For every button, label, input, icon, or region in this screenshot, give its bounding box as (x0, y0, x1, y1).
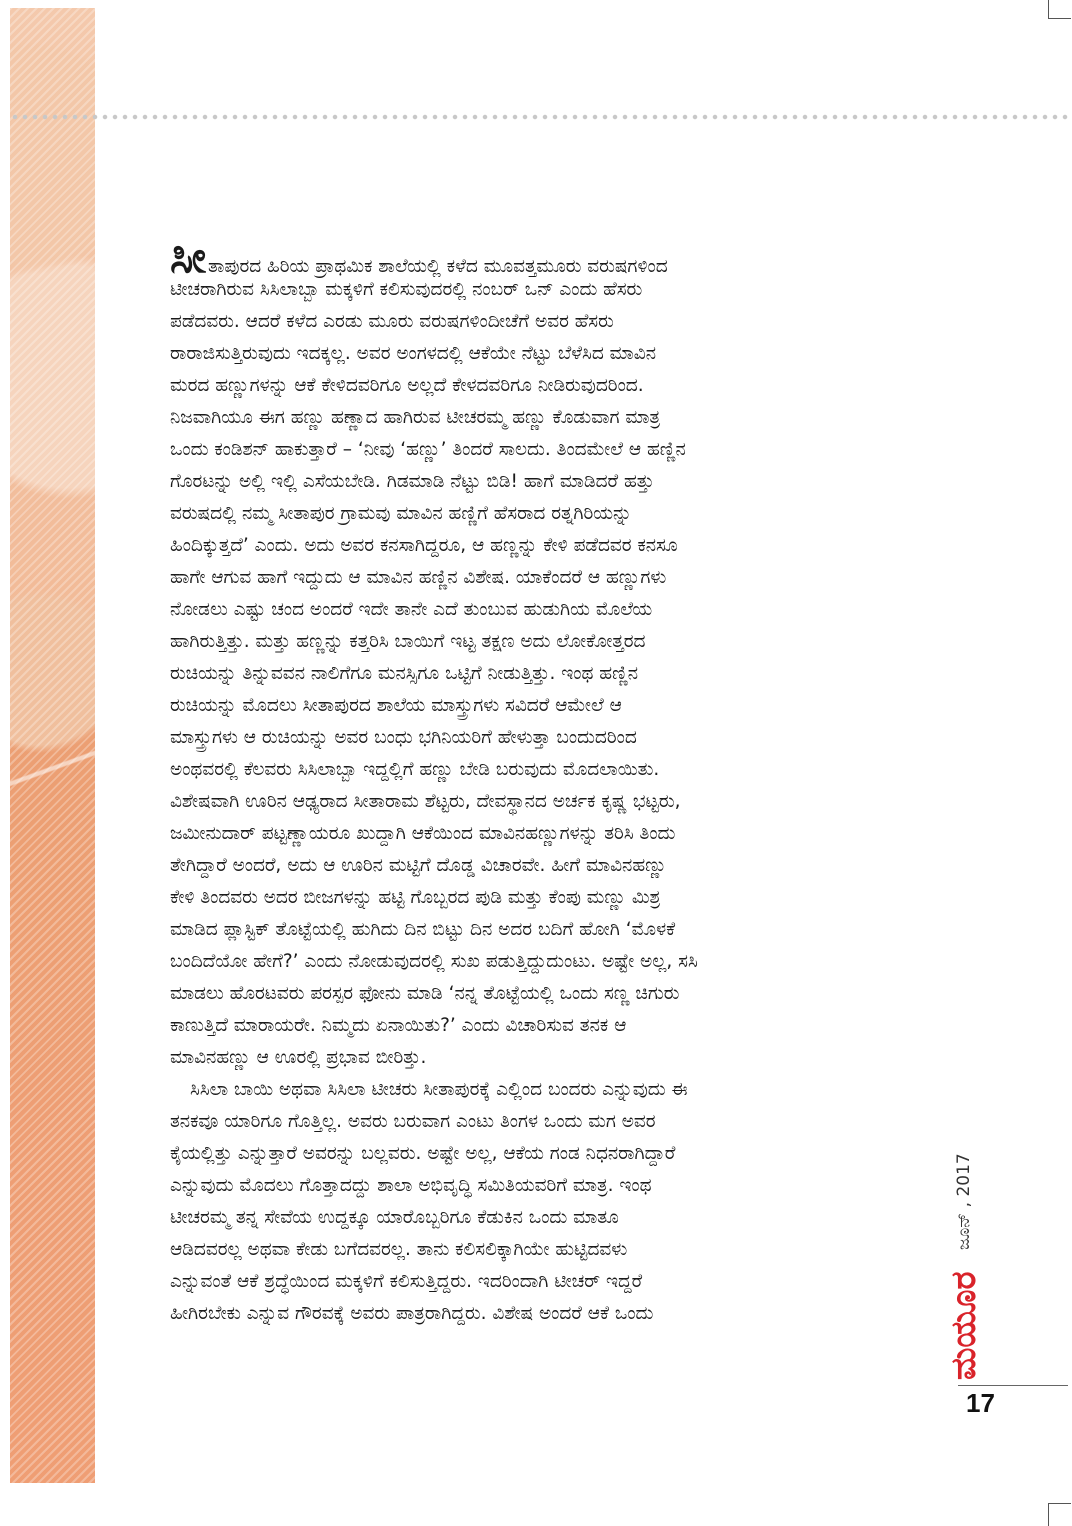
text-line: ಮಾಸ್ತ್ರುಗಳು ಆ ರುಚಿಯನ್ನು ಅವರ ಬಂಧು ಭಗಿನಿಯರಿಗೆ ಹೇಳುತ್ತಾ ಬಂದುದರಿಂದ (170, 727, 637, 748)
decorative-side-strip (10, 8, 95, 1483)
text-line: ನಿಜವಾಗಿಯೂ ಈಗ ಹಣ್ಣು ಹಣ್ಣಾದ ಹಾಗಿರುವ ಟೀಚರಮ್ಮ ಹಣ್ಣು ಕೊಡುವಾಗ ಮಾತ್ರ (170, 407, 661, 428)
text-line: ಎನ್ನುವುದು ಮೊದಲು ಗೊತ್ತಾದದ್ದು ಶಾಲಾ ಅಭಿವೃದ್ಧಿ ಸಮಿತಿಯವರಿಗೆ ಮಾತ್ರ. ಇಂಥ (170, 1175, 652, 1196)
text-line: ರಾರಾಜಿಸುತ್ತಿರುವುದು ಇದಕ್ಕಲ್ಲ. ಅವರ ಅಂಗಳದಲ್ಲಿ ಆಕೆಯೇ ನೆಟ್ಟು ಬೆಳೆಸಿದ ಮಾವಿನ (170, 343, 657, 364)
text-line: ಜಮೀನುದಾರ್ ಪಟ್ಟಣ್ಣಾಯರೂ ಖುದ್ದಾಗಿ ಆಕೆಯಿಂದ ಮಾವಿನಹಣ್ಣುಗಳನ್ನು ತರಿಸಿ ತಿಂದು (170, 823, 676, 844)
text-line: ಅಂಥವರಲ್ಲಿ ಕೆಲವರು ಸಿಸಿಲಾಬ್ಬಾ ಇದ್ದಲ್ಲಿಗೆ ಹಣ್ಣು ಬೇಡಿ ಬರುವುದು ಮೊದಲಾಯಿತು. (170, 759, 660, 780)
text-line: ಟೀಚರಮ್ಮ ತನ್ನ ಸೇವೆಯ ಉದ್ದಕ್ಕೂ ಯಾರೊಬ್ಬರಿಗೂ ಕೆಡುಕಿನ ಒಂದು ಮಾತೂ (170, 1207, 619, 1228)
page-number: 17 (966, 1388, 995, 1418)
text-line: ಮಾಡಿದ ಪ್ಲಾಸ್ಟಿಕ್ ತೊಟ್ಟೆಯಲ್ಲಿ ಹುಗಿದು ದಿನ ಬಿಟ್ಟು ದಿನ ಅದರ ಬದಿಗೆ ಹೋಗಿ ‘ಮೊಳಕೆ (170, 919, 676, 940)
text-line: ಕಾಣುತ್ತಿದೆ ಮಾರಾಯರೇ. ನಿಮ್ಮದು ಏನಾಯಿತು?’ ಎಂದು ವಿಚಾರಿಸುವ ತನಕ ಆ (170, 1015, 627, 1036)
article-body (170, 232, 920, 1330)
text-line: ಆಡಿದವರಲ್ಲ ಅಥವಾ ಕೇಡು ಬಗೆದವರಲ್ಲ. ತಾನು ಕಲಿಸಲಿಕ್ಕಾಗಿಯೇ ಹುಟ್ಟಿದವಳು (170, 1239, 628, 1260)
text-line: ಕೇಳಿ ತಿಂದವರು ಅದರ ಬೀಜಗಳನ್ನು ಹಟ್ಟಿ ಗೊಬ್ಬರದ ಪುಡಿ ಮತ್ತು ಕೆಂಪು ಮಣ್ಣು ಮಿಶ್ರ (170, 887, 661, 908)
text-line-paragraph-start: ಸಿಸಿಲಾ ಬಾಯಿ ಅಥವಾ ಸಿಸಿಲಾ ಟೀಚರು ಸೀತಾಪುರಕ್ಕೆ ಎಲ್ಲಿಂದ ಬಂದರು ಎನ್ನುವುದು ಈ (190, 1079, 688, 1100)
issue-date: ಜೂನ್ , 2017 (954, 1153, 974, 1250)
text-line: ಎನ್ನುವಂತೆ ಆಕೆ ಶ್ರದ್ಧೆಯಿಂದ ಮಕ್ಕಳಿಗೆ ಕಲಿಸುತ್ತಿದ್ದರು. ಇದರಿಂದಾಗಿ ಟೀಚರ್ ಇದ್ದರೆ (170, 1271, 643, 1292)
text-line: ಗೊರಟನ್ನು ಅಲ್ಲಿ ಇಲ್ಲಿ ಎಸೆಯಬೇಡಿ. ಗಿಡಮಾಡಿ ನೆಟ್ಟು ಬಿಡಿ! ಹಾಗೆ ಮಾಡಿದರೆ ಹತ್ತು (170, 471, 655, 492)
text-line: ಬಂದಿದೆಯೋ ಹೇಗೆ?’ ಎಂದು ನೋಡುವುದರಲ್ಲಿ ಸುಖ ಪಡುತ್ತಿದ್ದುದುಂಟು. ಅಷ್ಟೇ ಅಲ್ಲ, ಸಸಿ (170, 951, 698, 972)
crop-mark-bottom (1048, 1503, 1071, 1526)
text-line: ವಿಶೇಷವಾಗಿ ಊರಿನ ಆಢ್ಯರಾದ ಸೀತಾರಾಮ ಶೆಟ್ಟರು, ದೇವಸ್ಥಾನದ ಅರ್ಚಕ ಕೃಷ್ಣ ಭಟ್ಟರು, (170, 791, 681, 812)
text-line: ಟೀಚರಾಗಿರುವ ಸಿಸಿಲಾಬ್ಬಾ ಮಕ್ಕಳಿಗೆ ಕಲಿಸುವುದರಲ್ಲಿ ನಂಬರ್ ಒನ್ ಎಂದು ಹೆಸರು (170, 279, 643, 300)
text-line: ಹೀಗಿರಬೇಕು ಎನ್ನುವ ಗೌರವಕ್ಕೆ ಅವರು ಪಾತ್ರರಾಗಿದ್ದರು. ವಿಶೇಷ ಅಂದರೆ ಆಕೆ ಒಂದು (170, 1303, 654, 1324)
issue-sidebar (944, 1110, 984, 1380)
text-line: ಪಡೆದವರು. ಆದರೆ ಕಳೆದ ಎರಡು ಮೂರು ವರುಷಗಳಿಂದೀಚೆಗೆ ಅವರ ಹೆಸರು (170, 311, 614, 332)
dotted-divider (10, 113, 1070, 121)
drop-cap: ಸೀ (170, 232, 207, 283)
text-line: ಮಾಡಲು ಹೊರಟವರು ಪರಸ್ಪರ ಫೋನು ಮಾಡಿ ‘ನನ್ನ ತೊಟ್ಟೆಯಲ್ಲಿ ಒಂದು ಸಣ್ಣ ಚಿಗುರು (170, 983, 680, 1004)
text-line-1: ಸೀತಾಪುರದ ಹಿರಿಯ ಪ್ರಾಥಮಿಕ ಶಾಲೆಯಲ್ಲಿ ಕಳೆದ ಮೂವತ್ತಮೂರು ವರುಷಗಳಿಂದ (170, 232, 668, 283)
text-line: ವರುಷದಲ್ಲಿ ನಮ್ಮ ಸೀತಾಪುರ ಗ್ರಾಮವು ಮಾವಿನ ಹಣ್ಣಿಗೆ ಹೆಸರಾದ ರತ್ನಗಿರಿಯನ್ನು (170, 503, 632, 524)
text-line: ಮರದ ಹಣ್ಣುಗಳನ್ನು ಆಕೆ ಕೇಳಿದವರಿಗೂ ಅಲ್ಲದೆ ಕೇಳದವರಿಗೂ ನೀಡಿರುವುದರಿಂದ. (170, 375, 644, 396)
text-line: ರುಚಿಯನ್ನು ತಿನ್ನುವವನ ನಾಲಿಗೆಗೂ ಮನಸ್ಸಿಗೂ ಒಟ್ಟಿಗೆ ನೀಡುತ್ತಿತ್ತು. ಇಂಥ ಹಣ್ಣಿನ (170, 663, 639, 684)
text-line: ತೇಗಿದ್ದಾರೆ ಅಂದರೆ, ಅದು ಆ ಊರಿನ ಮಟ್ಟಿಗೆ ದೊಡ್ಡ ವಿಚಾರವೇ. ಹೀಗೆ ಮಾವಿನಹಣ್ಣು (170, 855, 667, 876)
text-line: ತನಕವೂ ಯಾರಿಗೂ ಗೊತ್ತಿಲ್ಲ. ಅವರು ಬರುವಾಗ ಎಂಟು ತಿಂಗಳ ಒಂದು ಮಗ ಅವರ (170, 1111, 656, 1132)
text-line: ಮಾವಿನಹಣ್ಣು ಆ ಊರಲ್ಲಿ ಪ್ರಭಾವ ಬೀರಿತ್ತು. (170, 1047, 427, 1068)
text-line: ಕೈಯಲ್ಲಿತ್ತು ಎನ್ನುತ್ತಾರೆ ಅವರನ್ನು ಬಲ್ಲವರು. ಅಷ್ಟೇ ಅಲ್ಲ, ಆಕೆಯ ಗಂಡ ನಿಧನರಾಗಿದ್ದಾರೆ (170, 1143, 676, 1164)
page-number-rule (958, 1385, 1068, 1386)
text-line: ಒಂದು ಕಂಡಿಶನ್ ಹಾಕುತ್ತಾರೆ – ‘ನೀವು ‘ಹಣ್ಣು’ ತಿಂದರೆ ಸಾಲದು. ತಿಂದಮೇಲೆ ಆ ಹಣ್ಣಿನ (170, 439, 686, 460)
text-line: ಹಾಗಿರುತ್ತಿತ್ತು. ಮತ್ತು ಹಣ್ಣನ್ನು ಕತ್ತರಿಸಿ ಬಾಯಿಗೆ ಇಟ್ಟ ತಕ್ಷಣ ಅದು ಲೋಕೋತ್ತರದ (170, 631, 646, 652)
text-line: ಹಾಗೇ ಆಗುವ ಹಾಗೆ ಇದ್ದುದು ಆ ಮಾವಿನ ಹಣ್ಣಿನ ವಿಶೇಷ. ಯಾಕೆಂದರೆ ಆ ಹಣ್ಣುಗಳು (170, 567, 667, 588)
crop-mark-top (1048, 0, 1071, 19)
text-line: ರುಚಿಯನ್ನು ಮೊದಲು ಸೀತಾಪುರದ ಶಾಲೆಯ ಮಾಸ್ತ್ರುಗಳು ಸವಿದರೆ ಆಮೇಲೆ ಆ (170, 695, 622, 716)
magazine-logo: ಮಯೂರ (944, 1271, 984, 1380)
text-line: ನೋಡಲು ಎಷ್ಟು ಚಂದ ಅಂದರೆ ಇದೇ ತಾನೇ ಎದೆ ತುಂಬುವ ಹುಡುಗಿಯ ಮೊಲೆಯ (170, 599, 653, 620)
text-line: ಹಿಂದಿಕ್ಕುತ್ತದೆ’ ಎಂದು. ಅದು ಅವರ ಕನಸಾಗಿದ್ದರೂ, ಆ ಹಣ್ಣನ್ನು ಕೇಳಿ ಪಡೆದವರ ಕನಸೂ (170, 535, 678, 556)
